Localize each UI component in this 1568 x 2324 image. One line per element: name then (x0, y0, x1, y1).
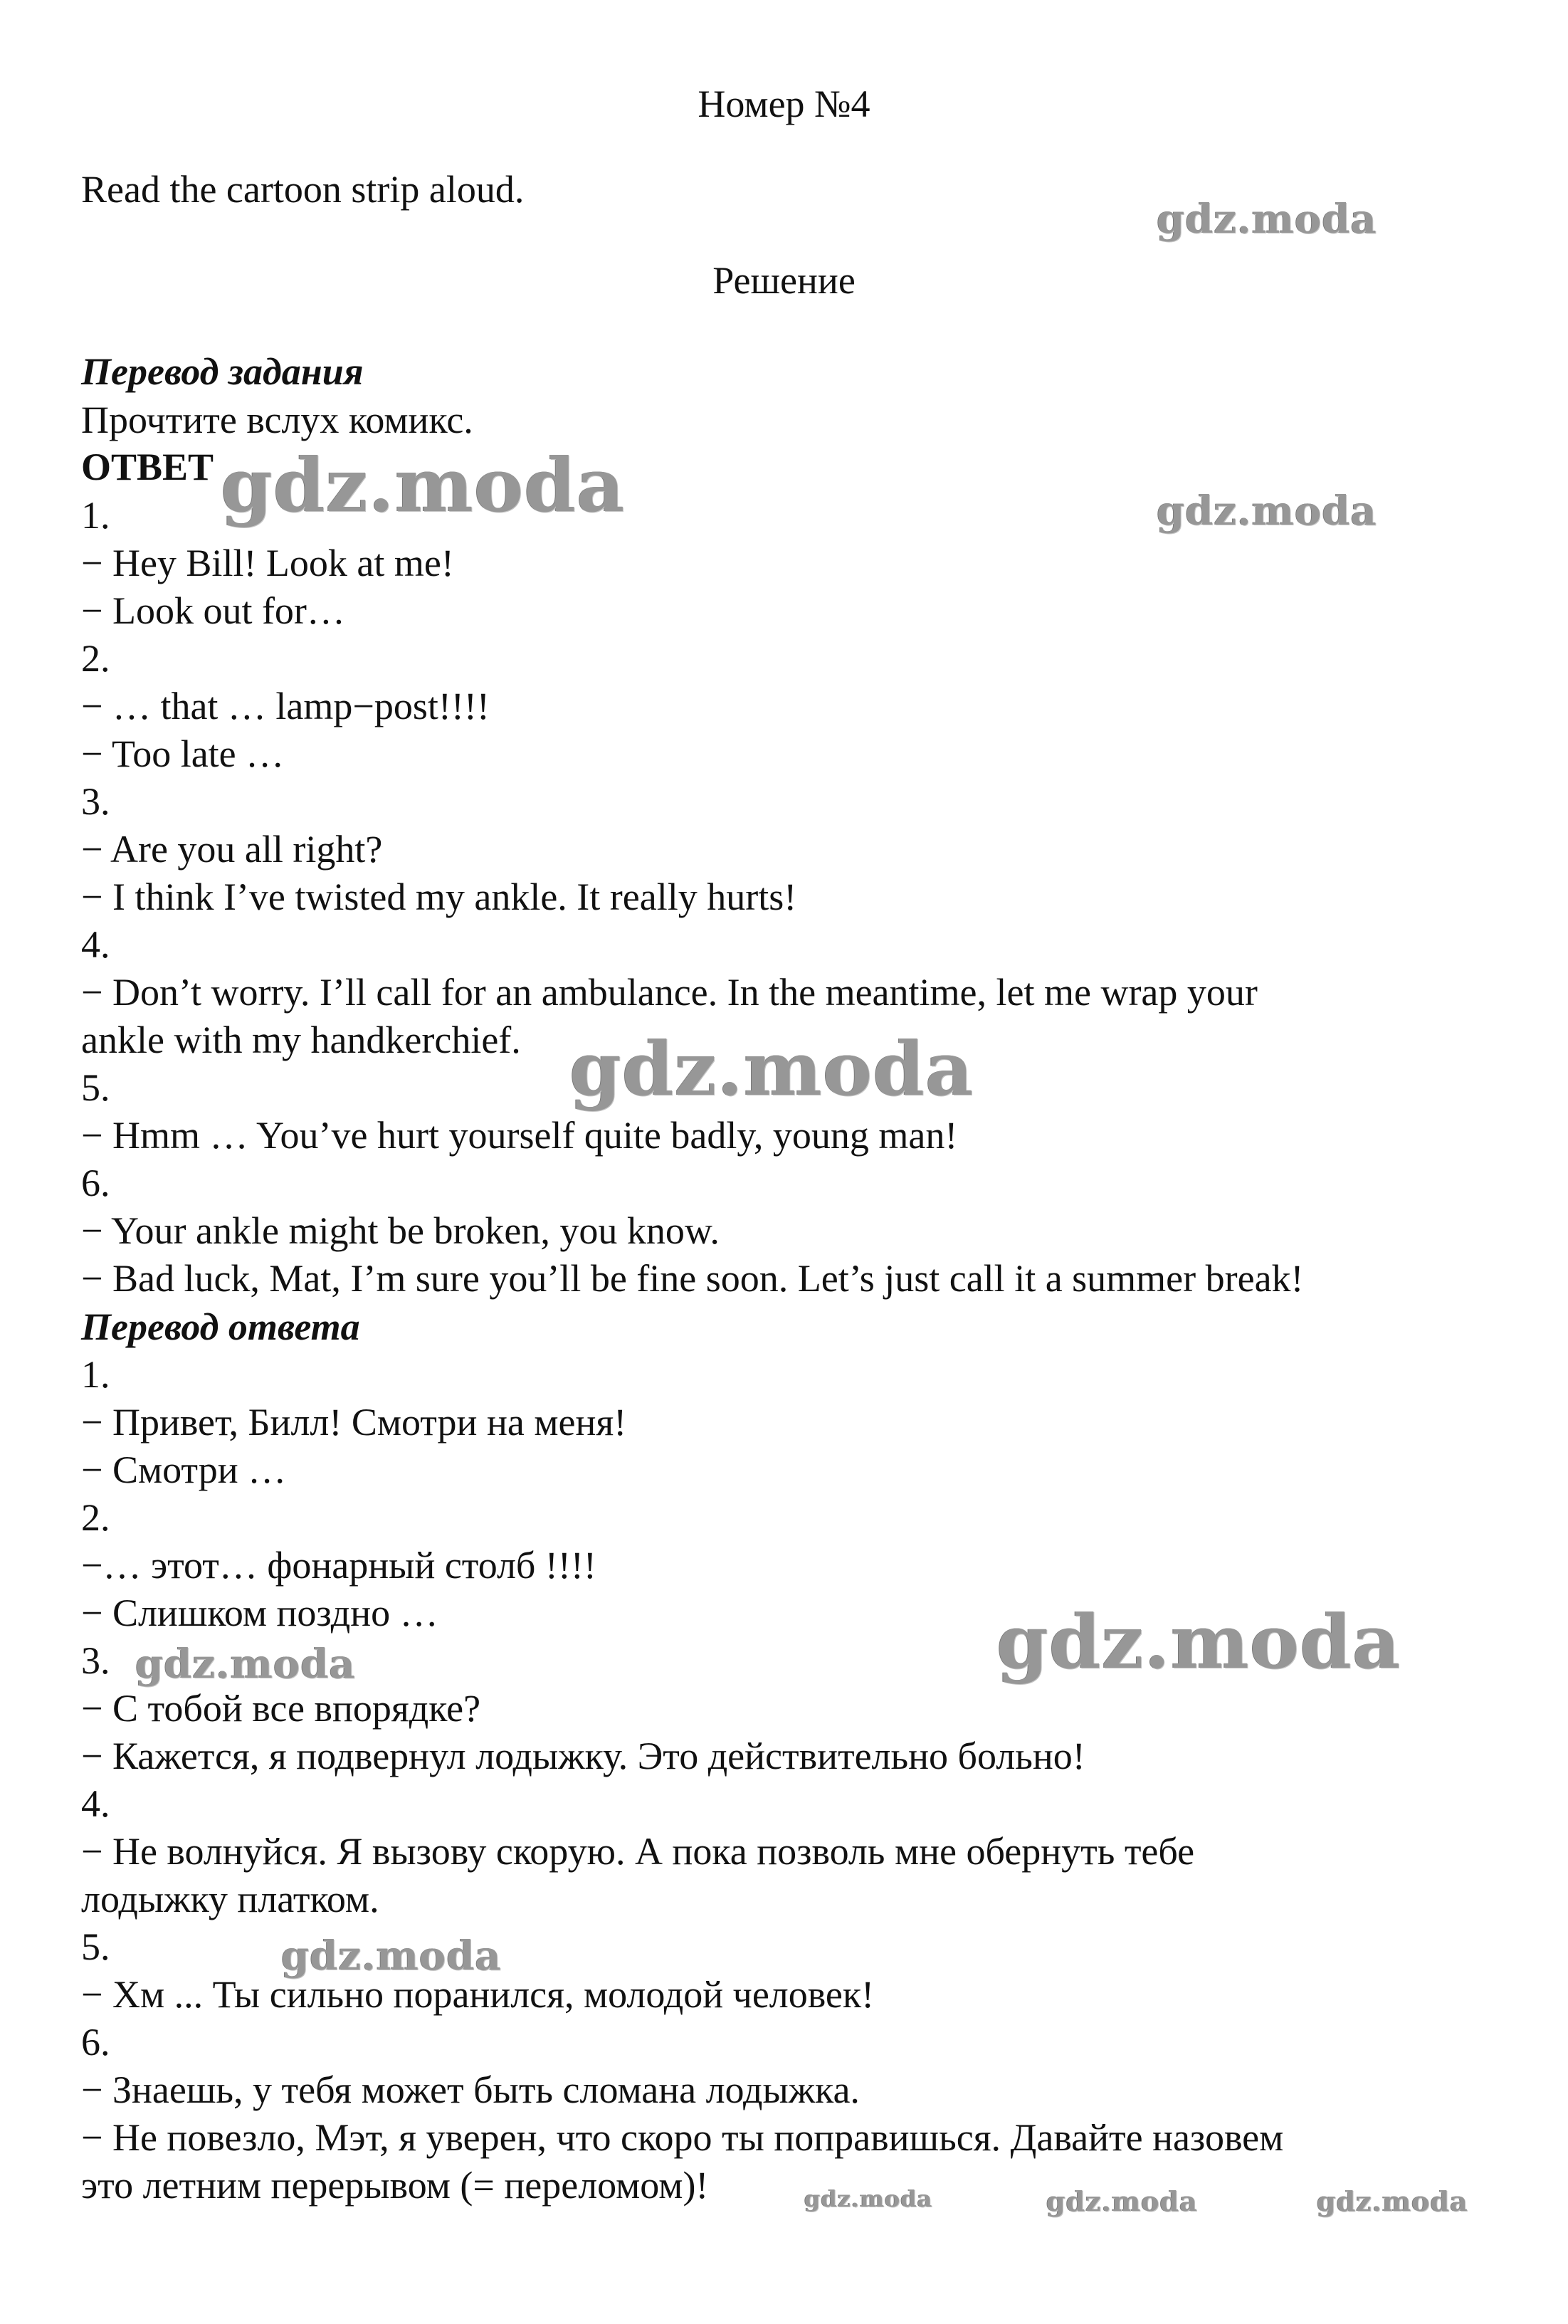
answer-line: − Don’t worry. I’ll call for an ambulance. In the meantime, let me wrap your (81, 971, 1258, 1014)
solution-heading: Решение (712, 259, 856, 302)
answer-line: ankle with my handkerchief. (81, 1019, 521, 1061)
watermark-logo: gdz.moda (804, 2185, 933, 2212)
answer-line: − Are you all right? (81, 828, 383, 871)
answer-line: 3. (81, 780, 110, 823)
watermark-logo: gdz.moda (1157, 488, 1377, 535)
answer-line: − … that … lamp−post!!!! (81, 685, 490, 727)
watermark-logo: gdz.moda (1157, 196, 1377, 243)
answer-line: 1. (81, 494, 110, 537)
watermark-logo: gdz.moda (1046, 2185, 1198, 2217)
translation-line: это летним перерывом (= переломом)! (81, 2164, 709, 2207)
watermark-logo: gdz.moda (569, 1025, 974, 1113)
translation-line: − Слишком поздно … (81, 1592, 438, 1634)
answer-line: 5. (81, 1066, 110, 1109)
translation-line: − С тобой все впорядке? (81, 1687, 481, 1730)
answer-translation-heading: Перевод ответа (81, 1305, 360, 1348)
translation-line: − Смотри … (81, 1448, 287, 1491)
answer-line: 2. (81, 637, 110, 680)
translation-line: 2. (81, 1496, 110, 1539)
translation-line: − Знаешь, у тебя может быть сломана лодыжка. (81, 2068, 860, 2111)
answer-heading: ОТВЕТ (81, 446, 214, 488)
task-text: Read the cartoon strip aloud. (81, 168, 525, 211)
answer-line: − Too late … (81, 732, 285, 775)
task-translation-text: Прочтите вслух комикс. (81, 399, 473, 441)
translation-line: 5. (81, 1925, 110, 1968)
answer-line: − Look out for… (81, 589, 345, 632)
translation-line: лодыжку платком. (81, 1878, 379, 1920)
translation-line: − Не повезло, Мэт, я уверен, что скоро ты поправишься. Давайте назовем (81, 2116, 1284, 2159)
translation-line: 3. (81, 1639, 110, 1682)
answer-line: − Hmm … You’ve hurt yourself quite badly, young man! (81, 1114, 958, 1157)
translation-line: − Хм ... Ты сильно поранился, молодой человек! (81, 1973, 875, 2016)
translation-line: − Привет, Билл! Смотри на меня! (81, 1401, 627, 1444)
task-translation-heading: Перевод задания (81, 350, 364, 393)
answer-line: − Hey Bill! Look at me! (81, 542, 454, 584)
answer-line: 4. (81, 923, 110, 966)
watermark-logo: gdz.moda (996, 1598, 1401, 1686)
translation-line: −… этот… фонарный столб !!!! (81, 1544, 596, 1587)
translation-line: 6. (81, 2021, 110, 2063)
watermark-logo: gdz.moda (1317, 2185, 1468, 2217)
watermark-logo: gdz.moda (221, 441, 626, 529)
answer-line: − I think I’ve twisted my ankle. It really hurts! (81, 876, 797, 918)
answer-line: − Bad luck, Mat, I’m sure you’ll be fine soon. Let’s just call it a summer break! (81, 1257, 1304, 1300)
translation-line: 1. (81, 1353, 110, 1396)
translation-line: − Кажется, я подвернул лодыжку. Это действительно больно! (81, 1735, 1085, 1777)
watermark-logo: gdz.moda (135, 1641, 356, 1688)
answer-line: 6. (81, 1162, 110, 1204)
answer-line: − Your ankle might be broken, you know. (81, 1209, 720, 1252)
translation-line: − Не волнуйся. Я вызову скорую. А пока позволь мне обернуть тебе (81, 1830, 1195, 1873)
translation-line: 4. (81, 1782, 110, 1825)
watermark-logo: gdz.moda (281, 1933, 502, 1979)
page-title: Номер №4 (698, 83, 870, 125)
